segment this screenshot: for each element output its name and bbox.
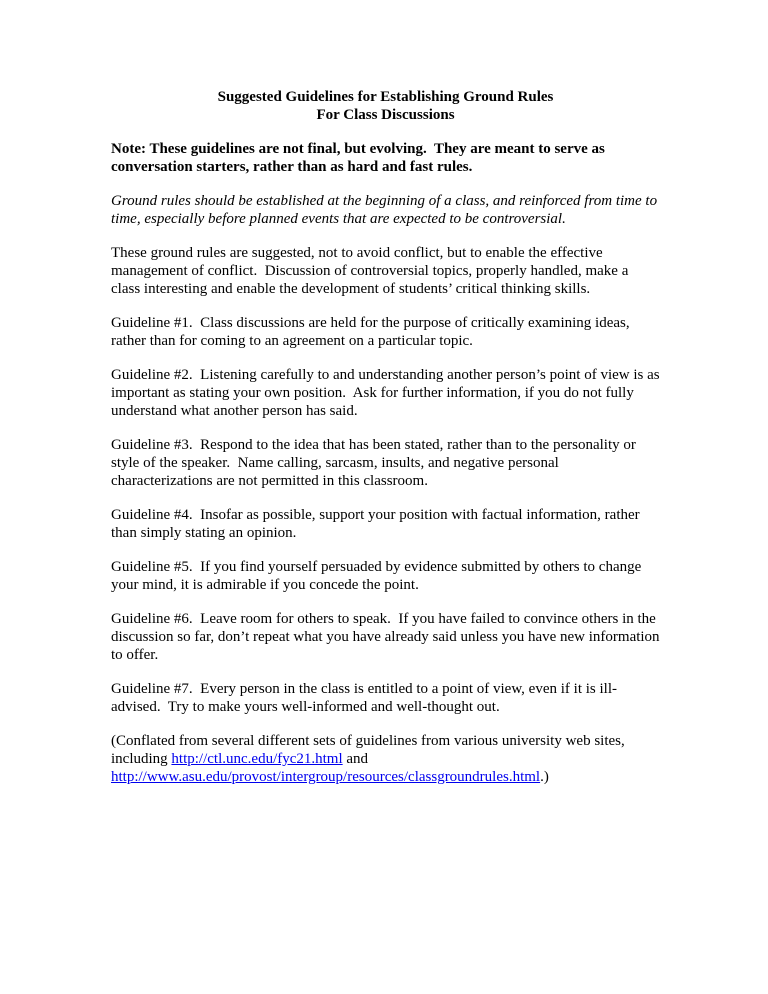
intro-italic-paragraph: Ground rules should be established at the beginning of a class, and reinforced from time to time, especially before planned events that are expected to be controversial. <box>111 193 661 227</box>
guideline-7-paragraph: Guideline #7. Every person in the class is entitled to a point of view, even if it is ill-advised. Try to make yours well-informed and well-thought out. <box>111 681 618 715</box>
page-title <box>111 88 660 124</box>
document-content <box>111 88 664 786</box>
sources-text-prefix: (Conflated from several different sets of guidelines from various university web sites, including <box>111 733 629 767</box>
sources-text-middle: and <box>342 751 372 767</box>
sources-text-suffix: .) <box>540 769 549 785</box>
intro-paragraph: These ground rules are suggested, not to avoid conflict, but to enable the effective management of conflict. Discussion of controversial topics, properly handled, make a class interesting and enable the development of students’ critical thinking skills. <box>111 245 633 297</box>
guideline-2-paragraph: Guideline #2. Listening carefully to and understanding another person’s point of view is as important as stating your own position. Ask for further information, if you do not fully understand what another person has said. <box>111 367 664 419</box>
page-title-line2: For Class Discussions <box>316 107 455 123</box>
source-link-asu[interactable]: http://www.asu.edu/provost/intergroup/resources/classgroundrules.html <box>111 769 541 785</box>
sources-paragraph <box>111 732 660 786</box>
guideline-5-paragraph: Guideline #5. If you find yourself persuaded by evidence submitted by others to change your mind, it is admirable if you concede the point. <box>111 559 646 593</box>
guideline-1-paragraph: Guideline #1. Class discussions are held for the purpose of critically examining ideas, rather than for coming to an agreement on a particular topic. <box>111 315 634 349</box>
guideline-3-paragraph: Guideline #3. Respond to the idea that has been stated, rather than to the personality or style of the speaker. Name calling, sarcasm, insults, and negative personal characterizations are not permitted in this classroom. <box>111 437 640 489</box>
source-link-unc[interactable]: http://ctl.unc.edu/fyc21.html <box>171 751 343 767</box>
guideline-6-paragraph: Guideline #6. Leave room for others to speak. If you have failed to convince others in the discussion so far, don’t repeat what you have already said unless you have new information to offer. <box>111 611 664 663</box>
page-title-line1: Suggested Guidelines for Establishing Ground Rules <box>217 89 554 105</box>
guideline-4-paragraph: Guideline #4. Insofar as possible, support your position with factual information, rather than simply stating an opinion. <box>111 507 644 541</box>
note-paragraph: Note: These guidelines are not final, but evolving. They are meant to serve as conversation starters, rather than as hard and fast rules. <box>111 141 609 175</box>
